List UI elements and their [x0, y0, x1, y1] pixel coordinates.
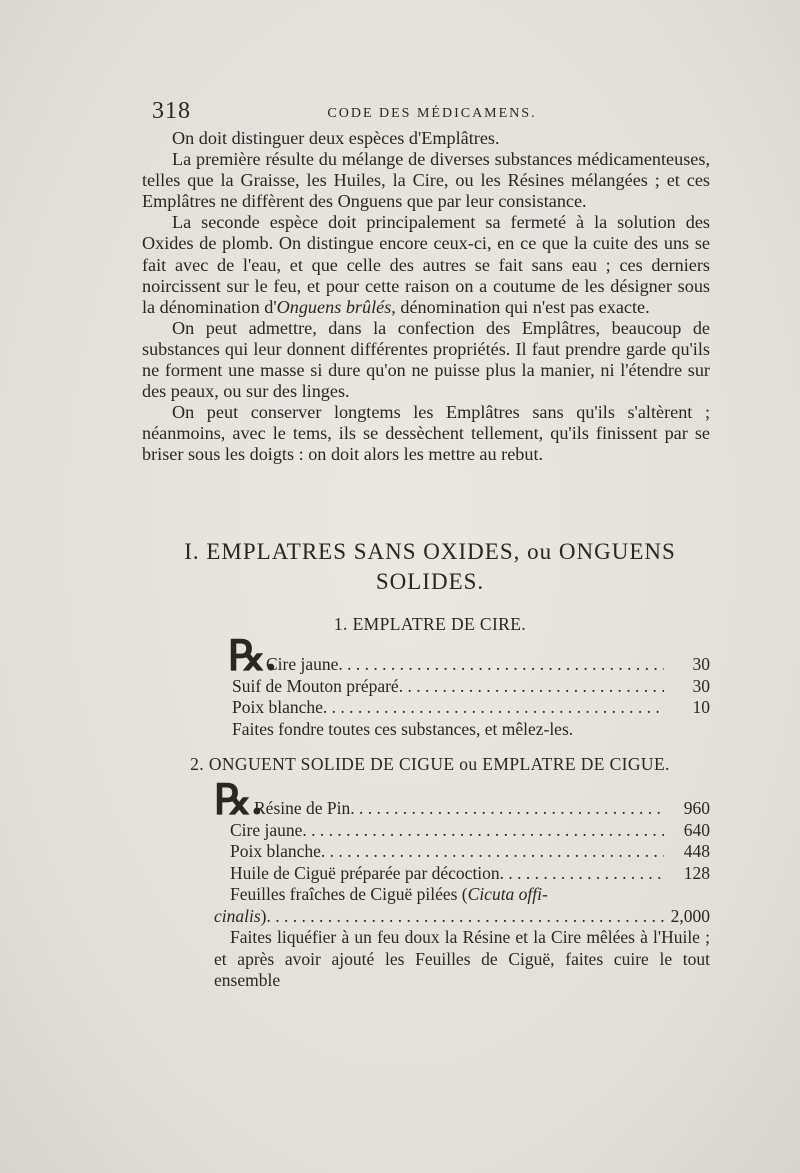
paragraph-text: , dénomination qui n'est pas exacte. [391, 296, 650, 317]
ingredient-row [232, 676, 710, 698]
ingredient-row [214, 884, 710, 906]
section-heading-line: I. EMPLATRES SANS OXIDES, ou ONGUENS [184, 539, 676, 564]
ingredient-quantity: 30 [692, 675, 710, 696]
recipe-title: 2. ONGUENT SOLIDE DE CIGUE ou EMPLATRE DE CIGUE. [190, 754, 670, 774]
ingredient-name: Résine de Pin [254, 798, 351, 818]
paragraph: On peut conserver longtems les Emplâtres sans qu'ils s'altèrent ; néanmoins, avec le tems, ils se dessèchent tellement, qu'ils finissent par se briser sous les doigts : on doit alors les mettre au rebut. [142, 402, 710, 465]
paragraph: La première résulte du mélange de diverses substances médicamenteuses, telles que la Graisse, les Huiles, la Cire, ou les Résines mélangées ; et ces Emplâtres ne diffèrent des Onguens que par leur consistance. [142, 149, 710, 212]
italic-term: Onguens brûlés [276, 296, 392, 317]
leader-dots [321, 841, 664, 863]
page-number: 318 [152, 98, 191, 124]
ingredient-name [230, 884, 548, 906]
ingredient-quantity: 2,000 [670, 905, 710, 926]
recipe-instructions: Faites liquéfier à un feu doux la Résine et la Cire mêlées à l'Huile ; et après avoir ajouté les Feuilles de Ciguë, faites cuire le tout ensemble [214, 927, 710, 990]
ingredient-name: Suif de Mouton préparé [232, 675, 399, 696]
ingredient-text: ) [260, 905, 267, 926]
paragraph-text: La seconde espèce doit principalement sa fermeté à la solution des Oxides de plomb. On distingue encore ceux-ci, en ce que la cuite des uns se fait avec de l'eau, et que celle des autres se fait sans eau ; ces derniers noircissent sur le feu, et pour cette raison on a coutume de les désigner sous la dénomination d' [142, 212, 710, 317]
section-heading-line: SOLIDES. [375, 569, 485, 594]
ingredient-name: Huile de Ciguë préparée par décoction [230, 862, 500, 883]
ingredient-name: Cire jaune [230, 819, 303, 840]
leader-dots [302, 820, 664, 842]
ingredient-quantity: 960 [683, 798, 710, 818]
running-title: CODE DES MÉDICAMENS. [327, 106, 537, 121]
leader-dots [350, 798, 664, 820]
ingredient-name: Poix blanche [232, 697, 323, 717]
recipe-title: 1. EMPLATRE DE CIRE. [333, 614, 527, 634]
ingredient-quantity: 640 [683, 819, 710, 840]
recipe-symbol: ℞. [214, 778, 263, 824]
latin-name: Cicuta offi- [467, 884, 548, 904]
paragraph [142, 212, 710, 317]
recipe-instructions: Faites fondre toutes ces substances, et mêlez-les. [232, 718, 574, 739]
paragraph: On doit distinguer deux espèces d'Emplâtres. [172, 128, 500, 148]
ingredient-name: Poix blanche [230, 841, 321, 861]
ingredient-quantity: 30 [692, 654, 710, 674]
ingredient-text: Feuilles fraîches de Ciguë pilées ( [230, 884, 468, 904]
page-header [152, 98, 712, 128]
recipe-symbol: ℞. [228, 634, 277, 680]
latin-name: cinalis [214, 905, 261, 926]
ingredient-row [232, 654, 710, 676]
introduction-text [142, 128, 710, 466]
ingredient-quantity: 448 [683, 841, 710, 861]
leader-dots [323, 697, 664, 719]
ingredient-list [214, 798, 710, 992]
ingredient-row [214, 798, 710, 820]
paragraph: On peut admettre, dans la confection des Emplâtres, beaucoup de substances qui leur donnent différentes propriétés. Il faut prendre garde qu'ils ne forment une masse si dure qu'on ne puisse plus la manier, ni l'étendre sur des peaux, ou sur des linges. [142, 317, 710, 402]
ingredient-name: Cire jaune [266, 654, 339, 674]
ingredient-row [214, 820, 710, 842]
ingredient-row [214, 841, 710, 863]
ingredient-quantity: 128 [683, 862, 710, 883]
leader-dots [267, 906, 665, 928]
leader-dots [399, 676, 664, 698]
leader-dots [338, 654, 664, 676]
ingredient-quantity: 10 [692, 697, 710, 717]
ingredient-name [214, 906, 267, 928]
ingredient-row [214, 906, 710, 928]
ingredient-row [214, 863, 710, 885]
section-heading [150, 537, 710, 597]
ingredient-list [232, 654, 710, 740]
leader-dots [500, 863, 664, 885]
ingredient-row [232, 697, 710, 719]
